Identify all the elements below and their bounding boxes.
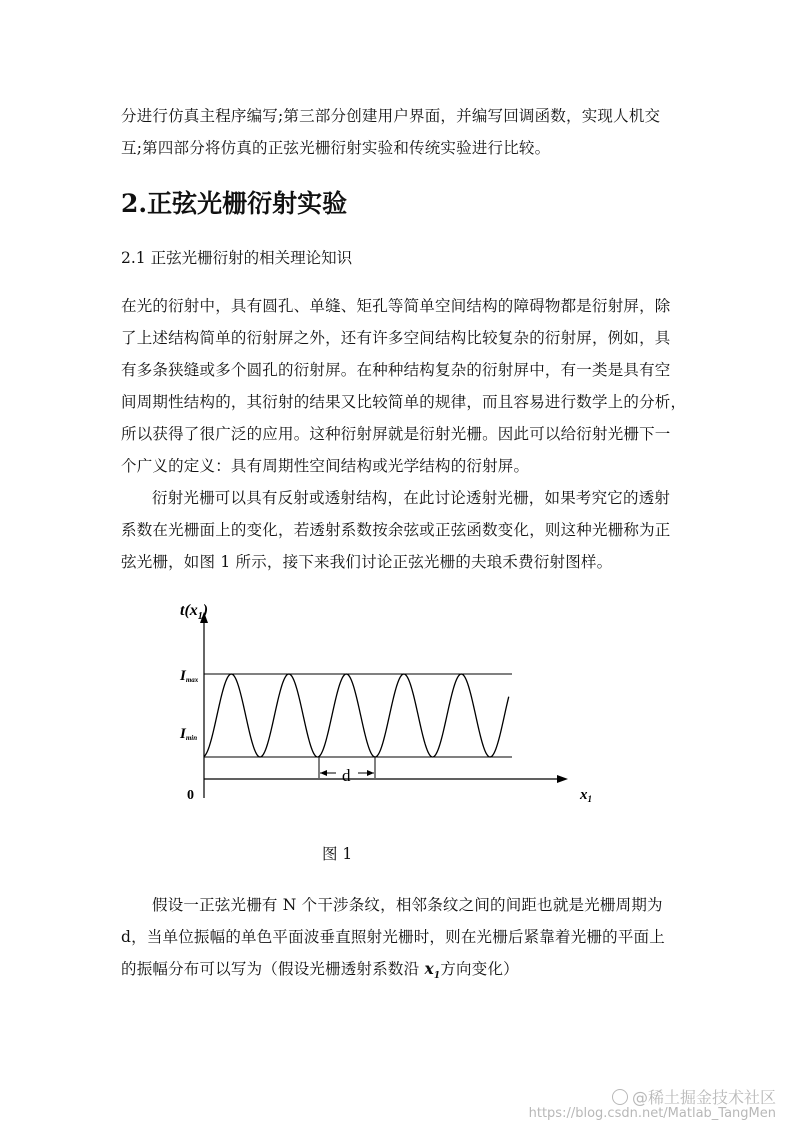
imax-label: Imax xyxy=(180,668,199,684)
watermark-url: https://blog.csdn.net/Matlab_TangMen xyxy=(528,1106,776,1121)
text-line: 所以获得了很广泛的应用。这种衍射屏就是衍射光栅。因此可以给衍射光栅下一 xyxy=(121,425,671,443)
period-arrowhead-right xyxy=(367,770,374,776)
text-line: 间周期性结构的，其衍射的结果又比较简单的规律，而且容易进行数学上的分析， xyxy=(121,393,687,411)
text-line: 有多条狭缝或多个圆孔的衍射屏。在种种结构复杂的衍射屏中，有一类是具有空 xyxy=(121,361,671,379)
intro-line-2: 互;第四部分将仿真的正弦光栅衍射实验和传统实验进行比较。 xyxy=(121,139,551,157)
watermark-brand: @稀土掘金技术社区 xyxy=(612,1085,776,1108)
sine-wave xyxy=(204,674,509,757)
text-line: d，当单位振幅的单色平面波垂直照射光栅时，则在光栅后紧靠着光栅的平面上 xyxy=(121,928,665,946)
text-line: 个广义的定义：具有周期性空间结构或光学结构的衍射屏。 xyxy=(121,457,530,475)
imin-label: Imin xyxy=(180,726,198,742)
text-segment: 的振幅分布可以写为（假设光栅透射系数沿 xyxy=(121,960,425,978)
x-axis-label: $x_1$ xyxy=(580,787,592,804)
text-line: 弦光栅，如图 1 所示，接下来我们讨论正弦光栅的夫琅禾费衍射图样。 xyxy=(121,553,613,571)
x-axis-arrow xyxy=(557,775,568,783)
text-line: 衍射光栅可以具有反射或透射结构，在此讨论透射光栅，如果考究它的透射 xyxy=(152,489,671,507)
text-line: 假设一正弦光栅有 N 个干涉条纹，相邻条纹之间的间距也就是光栅周期为 xyxy=(152,896,663,914)
text-line: 在光的衍射中，具有圆孔、单缝、矩孔等简单空间结构的障碍物都是衍射屏，除 xyxy=(121,297,671,315)
variable-x1: $x_1$ xyxy=(424,959,441,982)
figure-caption: 图 1 xyxy=(322,845,353,863)
period-label: d xyxy=(342,766,351,785)
y-axis-label: $t(x_1)$ xyxy=(180,602,209,622)
origin-label: 0 xyxy=(187,788,194,803)
section-heading: 2.正弦光栅衍射实验 xyxy=(121,189,348,218)
text-line xyxy=(121,957,519,981)
text-line: 系数在光栅面上的变化，若透射系数按余弦或正弦函数变化，则这种光栅称为正 xyxy=(121,521,671,539)
period-arrowhead-left xyxy=(320,770,327,776)
intro-line-1: 分进行仿真主程序编写;第三部分创建用户界面，并编写回调函数，实现人机交 xyxy=(121,107,661,125)
text-line: 了上述结构简单的衍射屏之外，还有许多空间结构比较复杂的衍射屏，例如，具 xyxy=(121,329,671,347)
subsection-heading: 2.1 正弦光栅衍射的相关理论知识 xyxy=(121,249,353,267)
text-segment: 方向变化） xyxy=(440,960,519,978)
brand-icon xyxy=(612,1089,628,1105)
sine-grating-figure xyxy=(160,590,610,820)
